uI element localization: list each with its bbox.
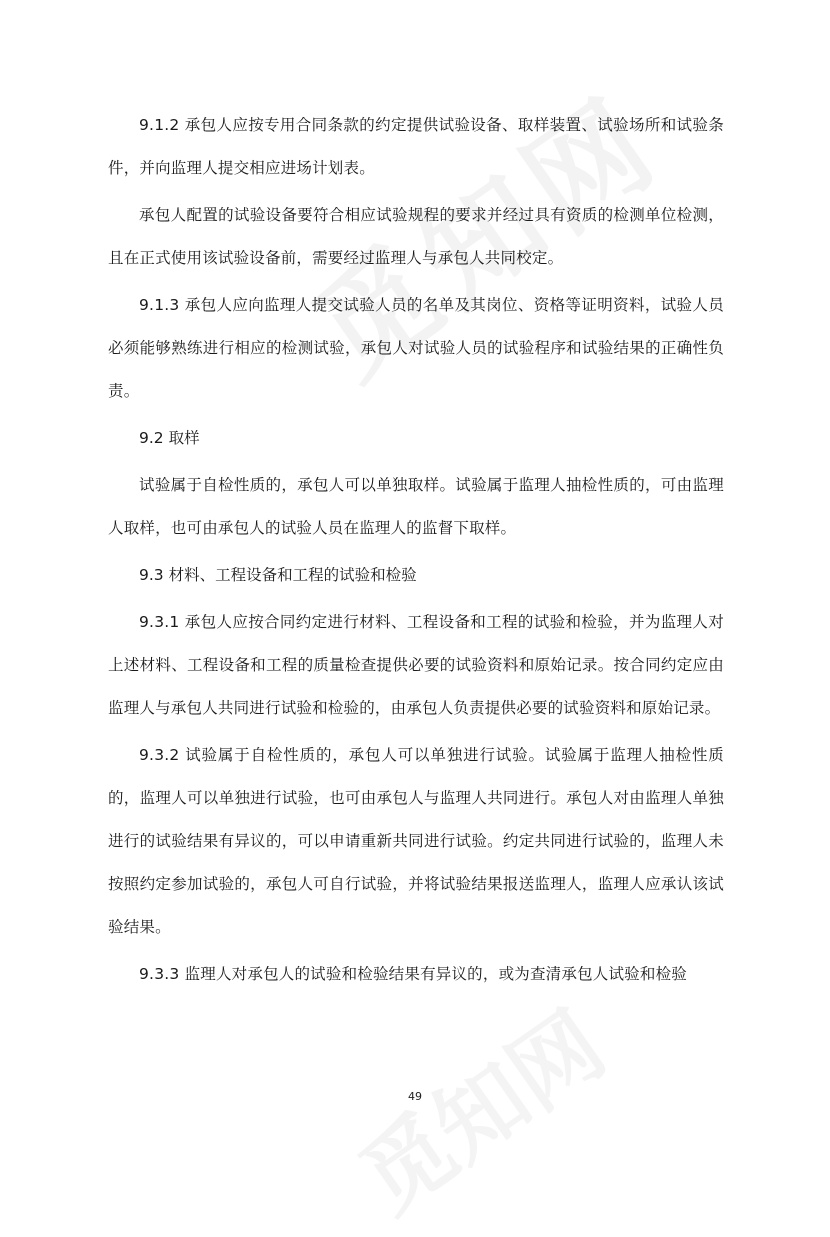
heading-9-2: 9.2 取样 (139, 429, 200, 447)
watermark-bottom (330, 975, 626, 1236)
paragraph-9-1-3: 9.1.3 承包人应向监理人提交试验人员的名单及其岗位、资格等证明资料，试验人员必须能够熟练进行相应的检测试验，承包人对试验人员的试验程序和试验结果的正确性负责。 (108, 296, 724, 400)
paragraph-9-3-1: 9.3.1 承包人应按合同约定进行材料、工程设备和工程的试验和检验，并为监理人对上述材料、工程设备和工程的质量检查提供必要的试验资料和原始记录。按合同约定应由监理人与承包人共同进行试验和检验的，由承包人负责提供必要的试验资料和原始记录。 (108, 613, 724, 717)
paragraph-9-3-2: 9.3.2 试验属于自检性质的，承包人可以单独进行试验。试验属于监理人抽检性质的，监理人可以单独进行试验，也可由承包人与监理人共同进行。承包人对由监理人单独进行的试验结果有异议的，可以申请重新共同进行试验。约定共同进行试验的，监理人未按照约定参加试验的，承包人可自行试验，并将试验结果报送监理人，监理人应承认该试验结果。 (108, 746, 724, 936)
paragraph-9-1-2: 9.1.2 承包人应按专用合同条款的约定提供试验设备、取样装置、试验场所和试验条件，并向监理人提交相应进场计划表。 (108, 116, 724, 177)
paragraph-sampling: 试验属于自检性质的，承包人可以单独取样。试验属于监理人抽检性质的，可由监理人取样，也可由承包人的试验人员在监理人的监督下取样。 (108, 476, 724, 537)
heading-9-3: 9.3 材料、工程设备和工程的试验和检验 (139, 566, 417, 584)
paragraph-9-3-3: 9.3.3 监理人对承包人的试验和检验结果有异议的，或为查清承包人试验和检验 (139, 965, 687, 983)
document-body (108, 104, 724, 1000)
paragraph-equipment: 承包人配置的试验设备要符合相应试验规程的要求并经过具有资质的检测单位检测，且在正式使用该试验设备前，需要经过监理人与承包人共同校定。 (108, 206, 724, 267)
page-number: 49 (408, 1090, 422, 1103)
